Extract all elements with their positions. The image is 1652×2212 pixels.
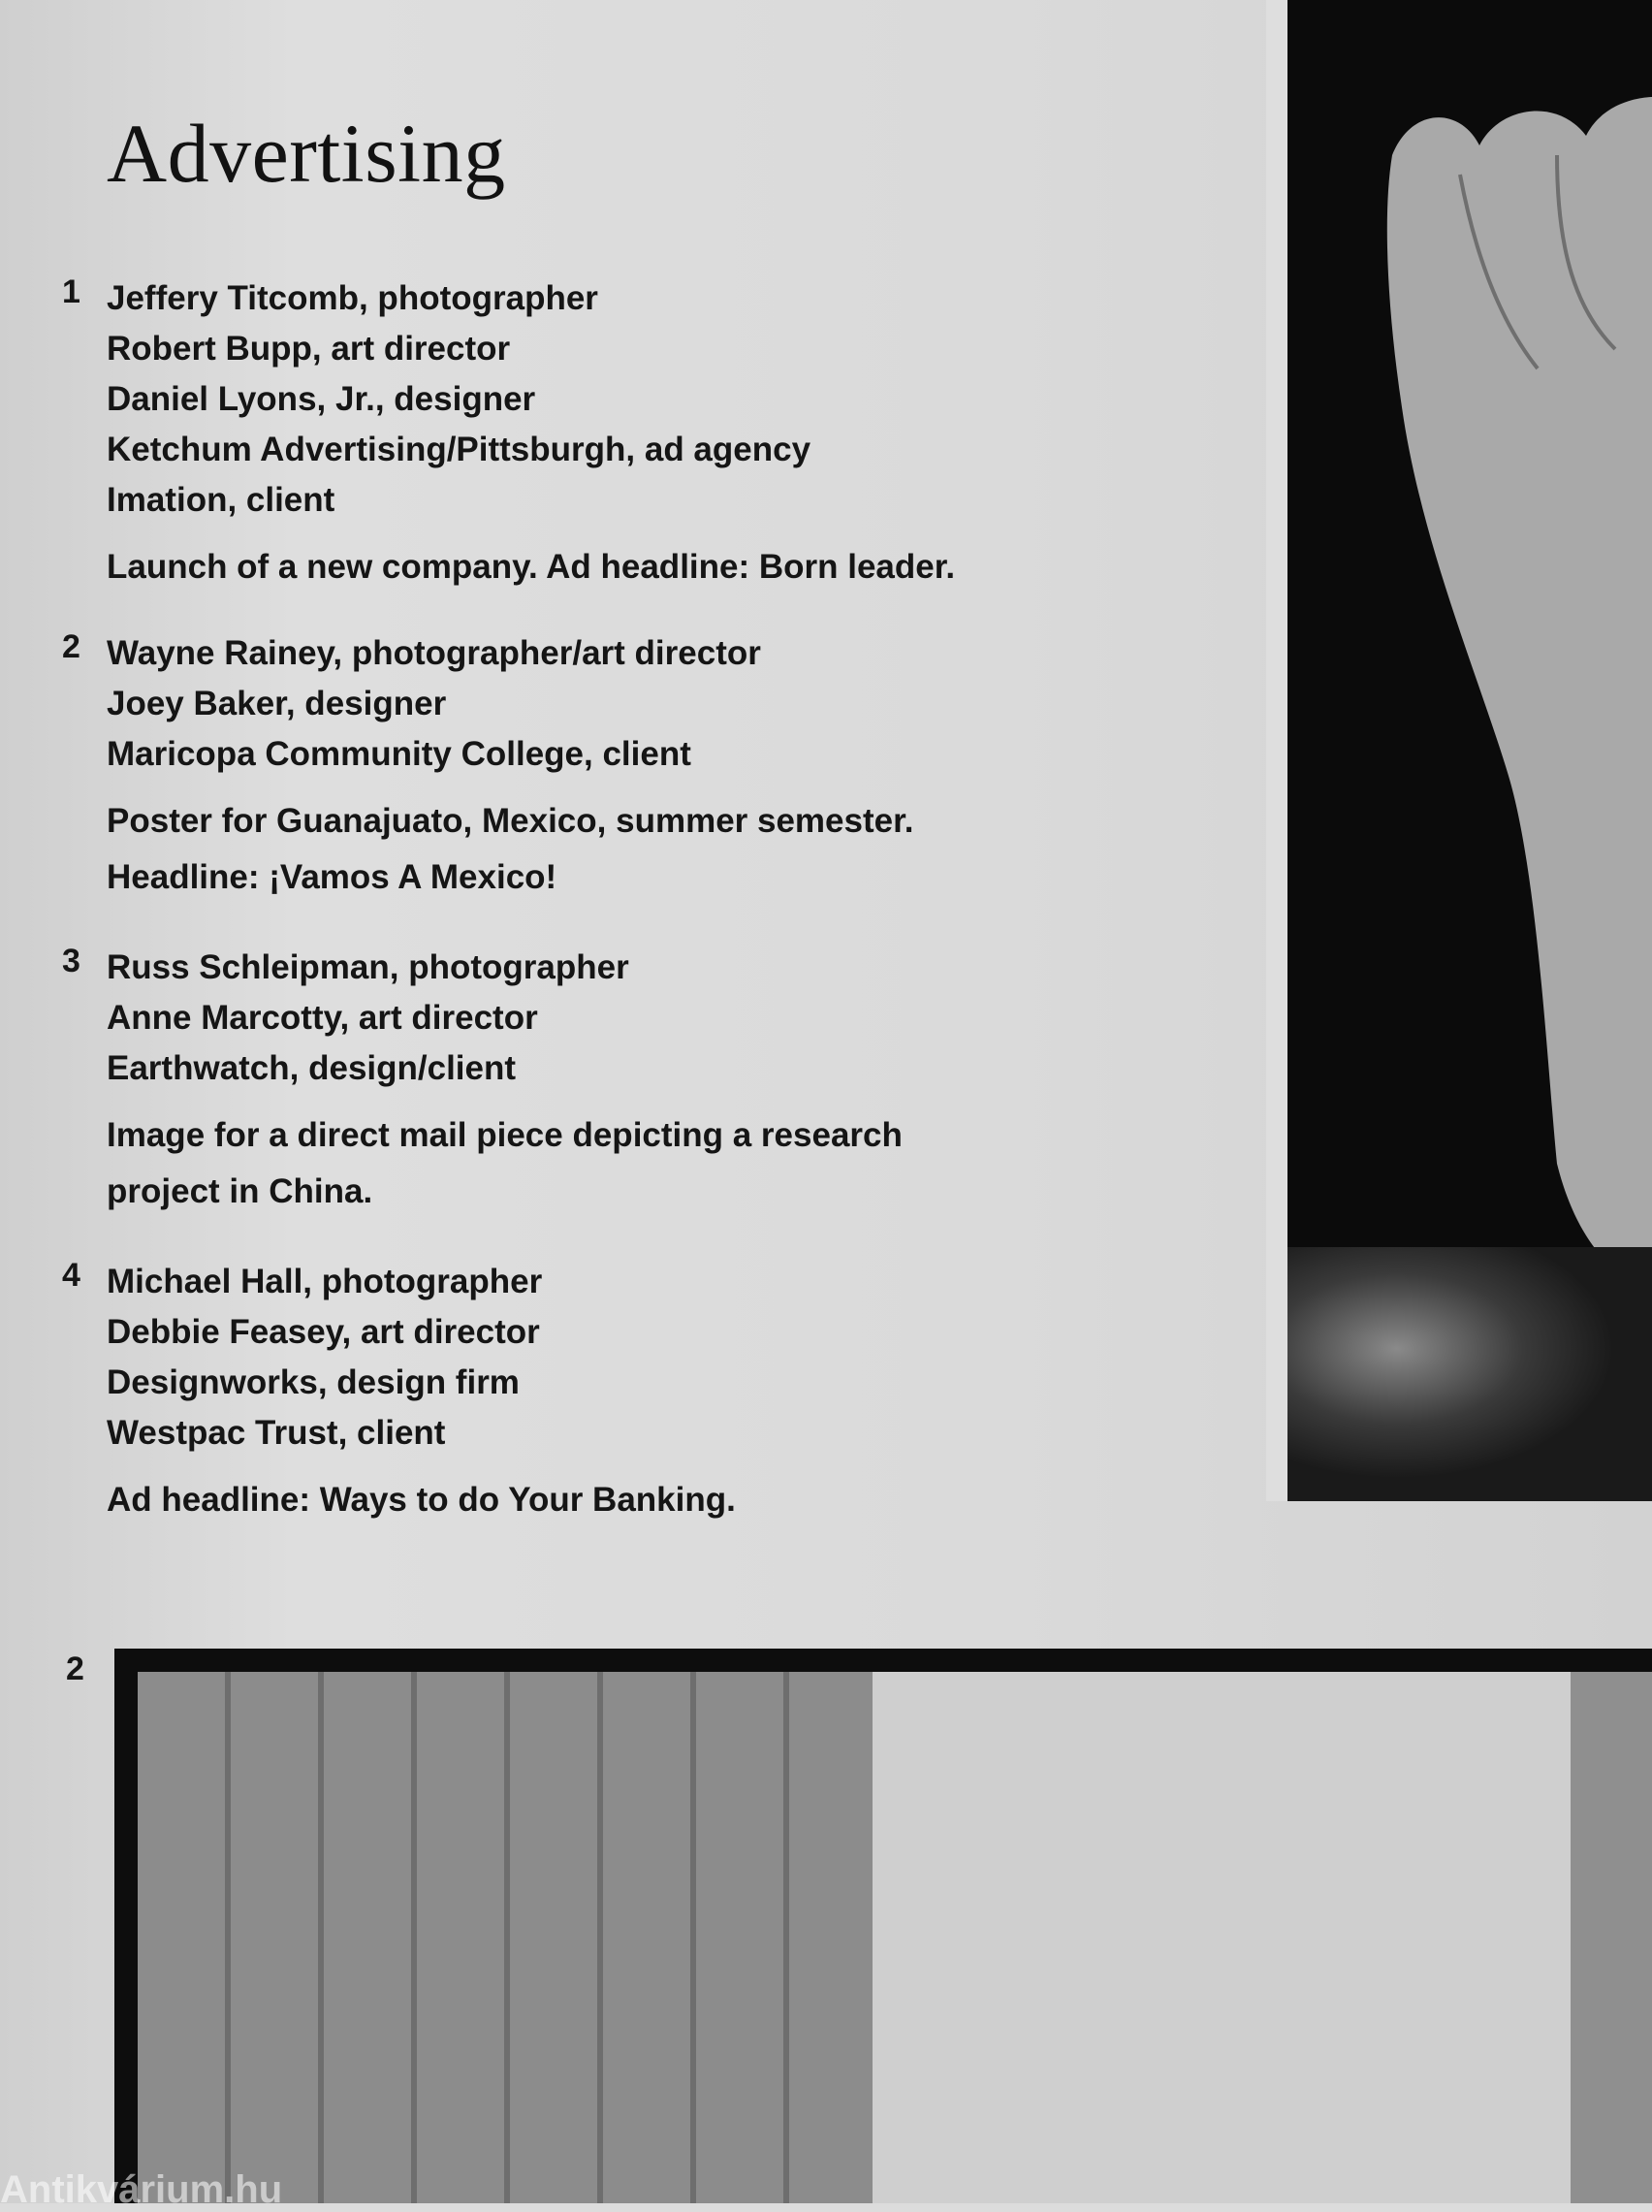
- building-photo: [114, 1649, 1652, 2203]
- credit-line: Anne Marcotty, art director: [107, 999, 538, 1037]
- credit-line: Russ Schleipman, photographer: [107, 948, 629, 986]
- credit-line: Westpac Trust, client: [107, 1414, 446, 1452]
- fabric-texture: [1287, 1247, 1652, 1501]
- credit-line: Imation, client: [107, 481, 335, 519]
- credit-line: Jeffery Titcomb, photographer: [107, 279, 598, 317]
- foot-photo: [1266, 0, 1652, 1501]
- credit-line: Designworks, design firm: [107, 1363, 520, 1401]
- entry-body: [107, 273, 1057, 595]
- credit-line: Daniel Lyons, Jr., designer: [107, 380, 536, 418]
- description-line: Poster for Guanajuato, Mexico, summer semester.: [107, 802, 914, 840]
- foot-shape: [1387, 97, 1652, 1290]
- entry-description: [107, 793, 1057, 906]
- entry-body: [107, 943, 1057, 1220]
- entry-description: [107, 1107, 1057, 1220]
- credit-line: Wayne Rainey, photographer/art director: [107, 634, 761, 672]
- description-line: project in China.: [107, 1172, 373, 1210]
- corrugated-wall: [138, 1672, 890, 2203]
- entry-number: 4: [62, 1257, 80, 1294]
- credit-line: Earthwatch, design/client: [107, 1049, 517, 1087]
- credit-line: Robert Bupp, art director: [107, 330, 511, 368]
- entry-number: 2: [62, 628, 80, 665]
- plaster-wall: [873, 1672, 1571, 2203]
- entry-body: [107, 628, 1057, 906]
- credit-line: Michael Hall, photographer: [107, 1263, 543, 1300]
- credit-line: Joey Baker, designer: [107, 685, 447, 722]
- page-heading: Advertising: [107, 107, 506, 200]
- wall-edge: [1571, 1672, 1652, 2203]
- entry-number: 3: [62, 943, 80, 979]
- description-line: Launch of a new company. Ad headline: Born leader.: [107, 548, 956, 586]
- description-line: Headline: ¡Vamos A Mexico!: [107, 858, 557, 896]
- watermark: Antikvárium.hu: [0, 2168, 283, 2211]
- entry-description: [107, 1472, 1057, 1528]
- figure-number: 2: [66, 1651, 84, 1687]
- entry-number: 1: [62, 273, 80, 310]
- credit-line: Ketchum Advertising/Pittsburgh, ad agency: [107, 431, 811, 468]
- credit-line: Debbie Feasey, art director: [107, 1313, 540, 1351]
- description-line: Ad headline: Ways to do Your Banking.: [107, 1481, 736, 1519]
- entry-body: [107, 1257, 1057, 1528]
- credit-line: Maricopa Community College, client: [107, 735, 691, 773]
- entry-description: [107, 539, 1057, 595]
- description-line: Image for a direct mail piece depicting a research: [107, 1116, 903, 1154]
